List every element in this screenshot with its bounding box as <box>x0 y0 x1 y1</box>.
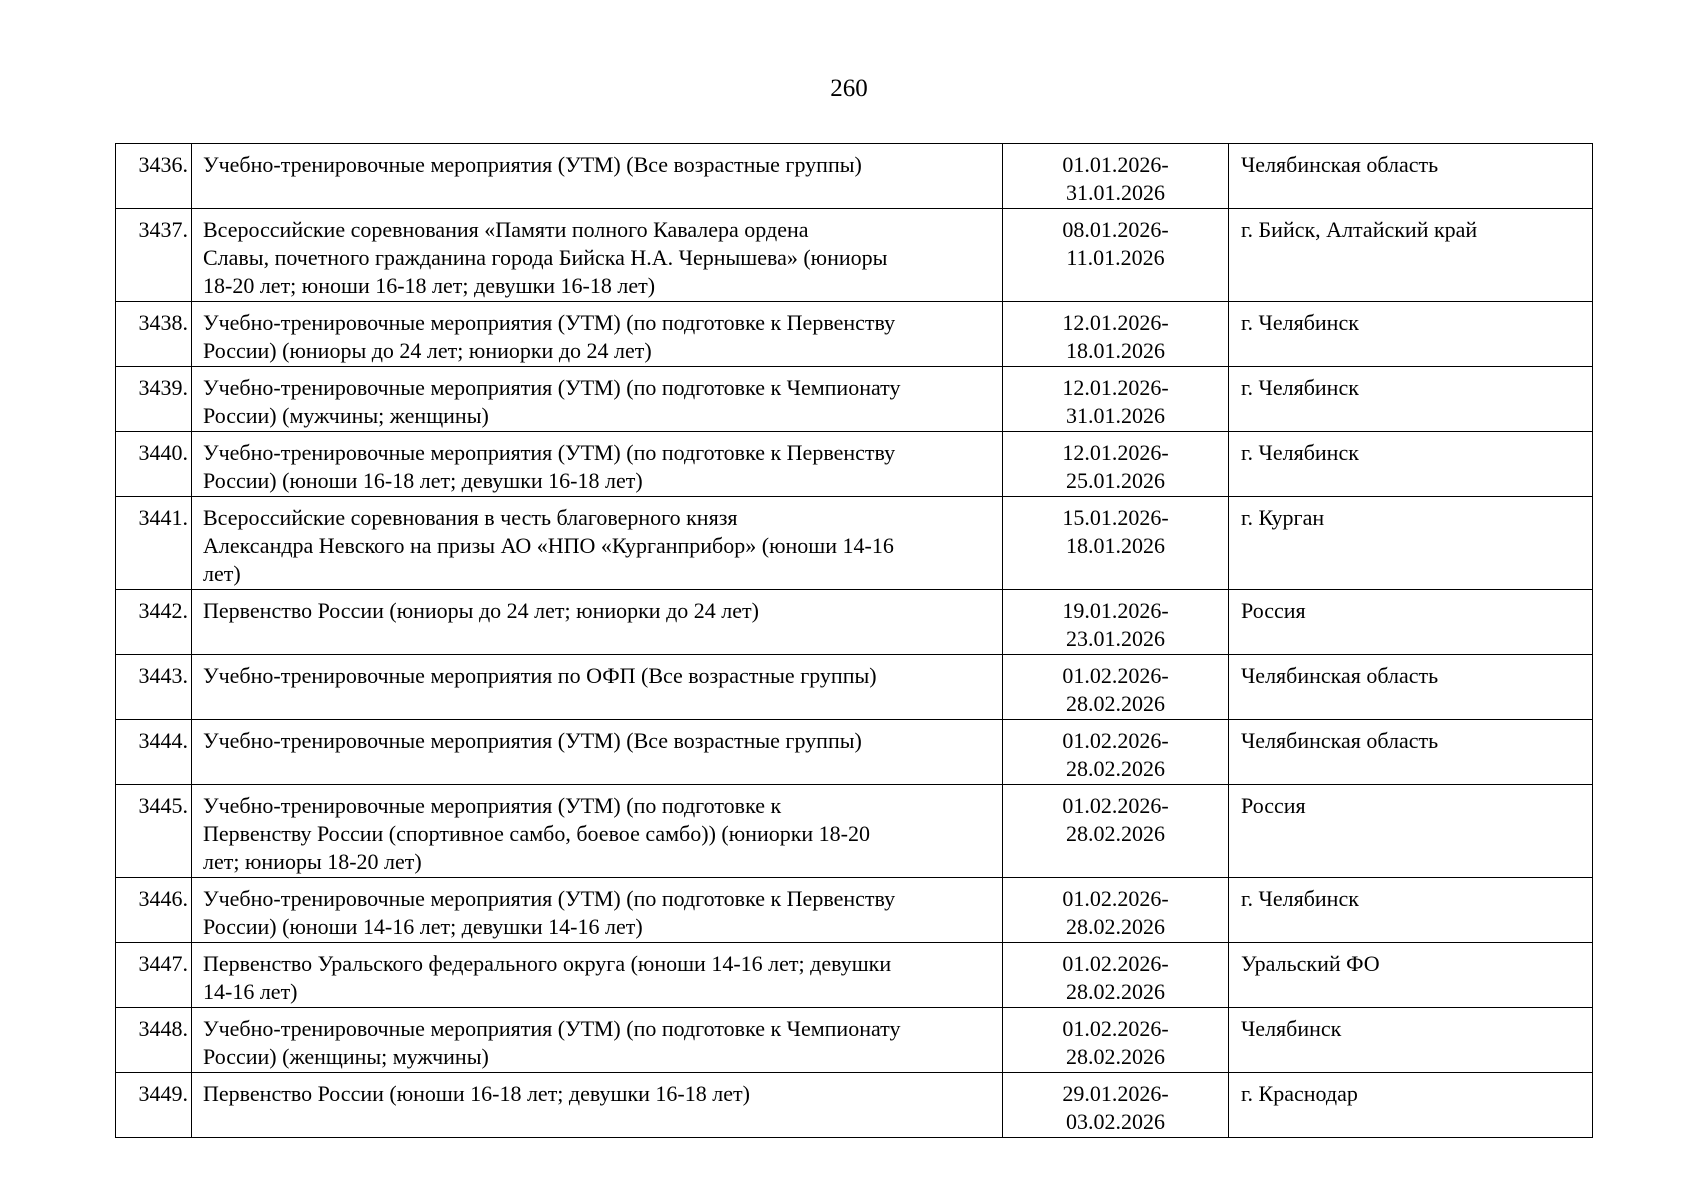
event-name-text: Всероссийские соревнования в честь благоверного князя Александра Невского на призы АО «НПО «Курганприбор» (юноши 14-16 лет) <box>203 505 894 586</box>
event-dates-cell <box>1003 943 1229 1008</box>
event-place-cell <box>1229 590 1593 655</box>
table-row <box>116 497 1593 590</box>
event-place-cell <box>1229 720 1593 785</box>
row-number-cell <box>116 497 192 590</box>
event-place-text: Россия <box>1241 598 1306 623</box>
table-row <box>116 367 1593 432</box>
row-number-cell <box>116 1073 192 1138</box>
event-dates-text: 01.01.2026- 31.01.2026 <box>1062 152 1169 205</box>
event-place-text: Челябинская область <box>1241 728 1439 753</box>
row-number-cell <box>116 655 192 720</box>
row-number-cell <box>116 432 192 497</box>
event-place-text: г. Бийск, Алтайский край <box>1241 217 1478 242</box>
row-number-cell <box>116 209 192 302</box>
event-place-cell <box>1229 1008 1593 1073</box>
events-table <box>115 143 1593 1138</box>
page-number: 260 <box>830 75 868 102</box>
event-dates-cell <box>1003 1008 1229 1073</box>
event-place-text: г. Челябинск <box>1241 440 1359 465</box>
event-name-text: Всероссийские соревнования «Памяти полного Кавалера ордена Славы, почетного гражданина города Бийска Н.А. Чернышева» (юниоры 18-20 лет; юноши 16-18 лет; девушки 16-18 лет) <box>203 217 888 298</box>
event-place-cell <box>1229 655 1593 720</box>
event-name-cell <box>192 655 1003 720</box>
event-name-text: Учебно-тренировочные мероприятия (УТМ) (Все возрастные группы) <box>203 152 862 177</box>
event-dates-text: 12.01.2026- 31.01.2026 <box>1062 375 1169 428</box>
event-dates-text: 19.01.2026- 23.01.2026 <box>1062 598 1169 651</box>
row-number-cell <box>116 943 192 1008</box>
event-name-cell <box>192 785 1003 878</box>
row-number-text: 3444. <box>138 728 188 753</box>
event-name-cell <box>192 209 1003 302</box>
event-dates-text: 01.02.2026- 28.02.2026 <box>1062 1016 1169 1069</box>
event-place-cell <box>1229 878 1593 943</box>
row-number-text: 3440. <box>138 440 188 465</box>
event-place-text: Челябинская область <box>1241 152 1439 177</box>
event-dates-cell <box>1003 1073 1229 1138</box>
row-number-text: 3449. <box>138 1081 188 1106</box>
row-number-text: 3438. <box>138 310 188 335</box>
event-place-cell <box>1229 302 1593 367</box>
event-name-text: Учебно-тренировочные мероприятия (УТМ) (по подготовке к Чемпионату России) (женщины; мужчины) <box>203 1016 901 1069</box>
event-dates-text: 01.02.2026- 28.02.2026 <box>1062 793 1169 846</box>
event-name-cell <box>192 590 1003 655</box>
event-dates-text: 12.01.2026- 25.01.2026 <box>1062 440 1169 493</box>
event-dates-cell <box>1003 367 1229 432</box>
event-name-text: Учебно-тренировочные мероприятия (УТМ) (по подготовке к Первенству России) (юниоры до 24 лет; юниорки до 24 лет) <box>203 310 896 363</box>
row-number-cell <box>116 785 192 878</box>
event-dates-text: 01.02.2026- 28.02.2026 <box>1062 728 1169 781</box>
row-number-cell <box>116 367 192 432</box>
event-name-cell <box>192 497 1003 590</box>
event-name-text: Первенство Уральского федерального округа (юноши 14-16 лет; девушки 14-16 лет) <box>203 951 892 1004</box>
event-place-text: г. Челябинск <box>1241 310 1359 335</box>
event-name-cell <box>192 720 1003 785</box>
event-name-cell <box>192 1073 1003 1138</box>
row-number-cell <box>116 590 192 655</box>
row-number-text: 3442. <box>138 598 188 623</box>
event-name-cell <box>192 878 1003 943</box>
event-place-text: Челябинск <box>1241 1016 1342 1041</box>
event-place-text: г. Челябинск <box>1241 886 1359 911</box>
event-place-text: г. Челябинск <box>1241 375 1359 400</box>
table-row <box>116 943 1593 1008</box>
row-number-cell <box>116 144 192 209</box>
event-dates-text: 01.02.2026- 28.02.2026 <box>1062 886 1169 939</box>
event-place-cell <box>1229 144 1593 209</box>
row-number-cell <box>116 720 192 785</box>
event-name-text: Учебно-тренировочные мероприятия по ОФП (Все возрастные группы) <box>203 663 877 688</box>
table-row <box>116 302 1593 367</box>
events-table-body <box>116 144 1593 1138</box>
table-row <box>116 785 1593 878</box>
table-row <box>116 209 1593 302</box>
event-dates-cell <box>1003 209 1229 302</box>
event-dates-cell <box>1003 432 1229 497</box>
event-dates-text: 01.02.2026- 28.02.2026 <box>1062 663 1169 716</box>
event-name-text: Первенство России (юниоры до 24 лет; юниорки до 24 лет) <box>203 598 759 623</box>
event-place-cell <box>1229 209 1593 302</box>
event-place-text: Россия <box>1241 793 1306 818</box>
event-dates-cell <box>1003 302 1229 367</box>
row-number-text: 3446. <box>138 886 188 911</box>
event-place-text: Челябинская область <box>1241 663 1439 688</box>
row-number-cell <box>116 302 192 367</box>
event-dates-text: 01.02.2026- 28.02.2026 <box>1062 951 1169 1004</box>
event-dates-cell <box>1003 878 1229 943</box>
event-place-text: Уральский ФО <box>1241 951 1380 976</box>
row-number-cell <box>116 878 192 943</box>
row-number-cell <box>116 1008 192 1073</box>
event-name-text: Учебно-тренировочные мероприятия (УТМ) (Все возрастные группы) <box>203 728 862 753</box>
row-number-text: 3437. <box>138 217 188 242</box>
event-name-text: Учебно-тренировочные мероприятия (УТМ) (по подготовке к Первенству России) (юноши 16-18 лет; девушки 16-18 лет) <box>203 440 896 493</box>
event-name-cell <box>192 367 1003 432</box>
event-name-cell <box>192 302 1003 367</box>
table-row <box>116 655 1593 720</box>
row-number-text: 3445. <box>138 793 188 818</box>
table-row <box>116 590 1593 655</box>
event-name-cell <box>192 432 1003 497</box>
row-number-text: 3441. <box>138 505 188 530</box>
table-row <box>116 432 1593 497</box>
event-name-text: Учебно-тренировочные мероприятия (УТМ) (по подготовке к Первенству России (спортивное самбо, боевое самбо)) (юниорки 18-20 лет; юниоры 18-20 лет) <box>203 793 871 874</box>
event-place-text: г. Курган <box>1241 505 1325 530</box>
row-number-text: 3439. <box>138 375 188 400</box>
event-name-cell <box>192 144 1003 209</box>
table-row <box>116 144 1593 209</box>
event-dates-text: 12.01.2026- 18.01.2026 <box>1062 310 1169 363</box>
event-dates-text: 29.01.2026- 03.02.2026 <box>1062 1081 1169 1134</box>
event-place-text: г. Краснодар <box>1241 1081 1358 1106</box>
event-name-cell <box>192 1008 1003 1073</box>
event-dates-cell <box>1003 655 1229 720</box>
event-dates-cell <box>1003 720 1229 785</box>
table-row <box>116 1073 1593 1138</box>
row-number-text: 3448. <box>138 1016 188 1041</box>
table-row <box>116 1008 1593 1073</box>
event-dates-cell <box>1003 590 1229 655</box>
event-dates-text: 08.01.2026- 11.01.2026 <box>1062 217 1169 270</box>
event-place-cell <box>1229 943 1593 1008</box>
event-place-cell <box>1229 785 1593 878</box>
event-name-cell <box>192 943 1003 1008</box>
row-number-text: 3443. <box>138 663 188 688</box>
event-place-cell <box>1229 432 1593 497</box>
event-dates-text: 15.01.2026- 18.01.2026 <box>1062 505 1169 558</box>
event-name-text: Учебно-тренировочные мероприятия (УТМ) (по подготовке к Чемпионату России) (мужчины; женщины) <box>203 375 901 428</box>
event-dates-cell <box>1003 497 1229 590</box>
event-name-text: Первенство России (юноши 16-18 лет; девушки 16-18 лет) <box>203 1081 750 1106</box>
event-place-cell <box>1229 367 1593 432</box>
table-row <box>116 720 1593 785</box>
event-place-cell <box>1229 497 1593 590</box>
event-dates-cell <box>1003 785 1229 878</box>
row-number-text: 3436. <box>138 152 188 177</box>
event-name-text: Учебно-тренировочные мероприятия (УТМ) (по подготовке к Первенству России) (юноши 14-16 лет; девушки 14-16 лет) <box>203 886 896 939</box>
row-number-text: 3447. <box>138 951 188 976</box>
table-row <box>116 878 1593 943</box>
event-dates-cell <box>1003 144 1229 209</box>
event-place-cell <box>1229 1073 1593 1138</box>
